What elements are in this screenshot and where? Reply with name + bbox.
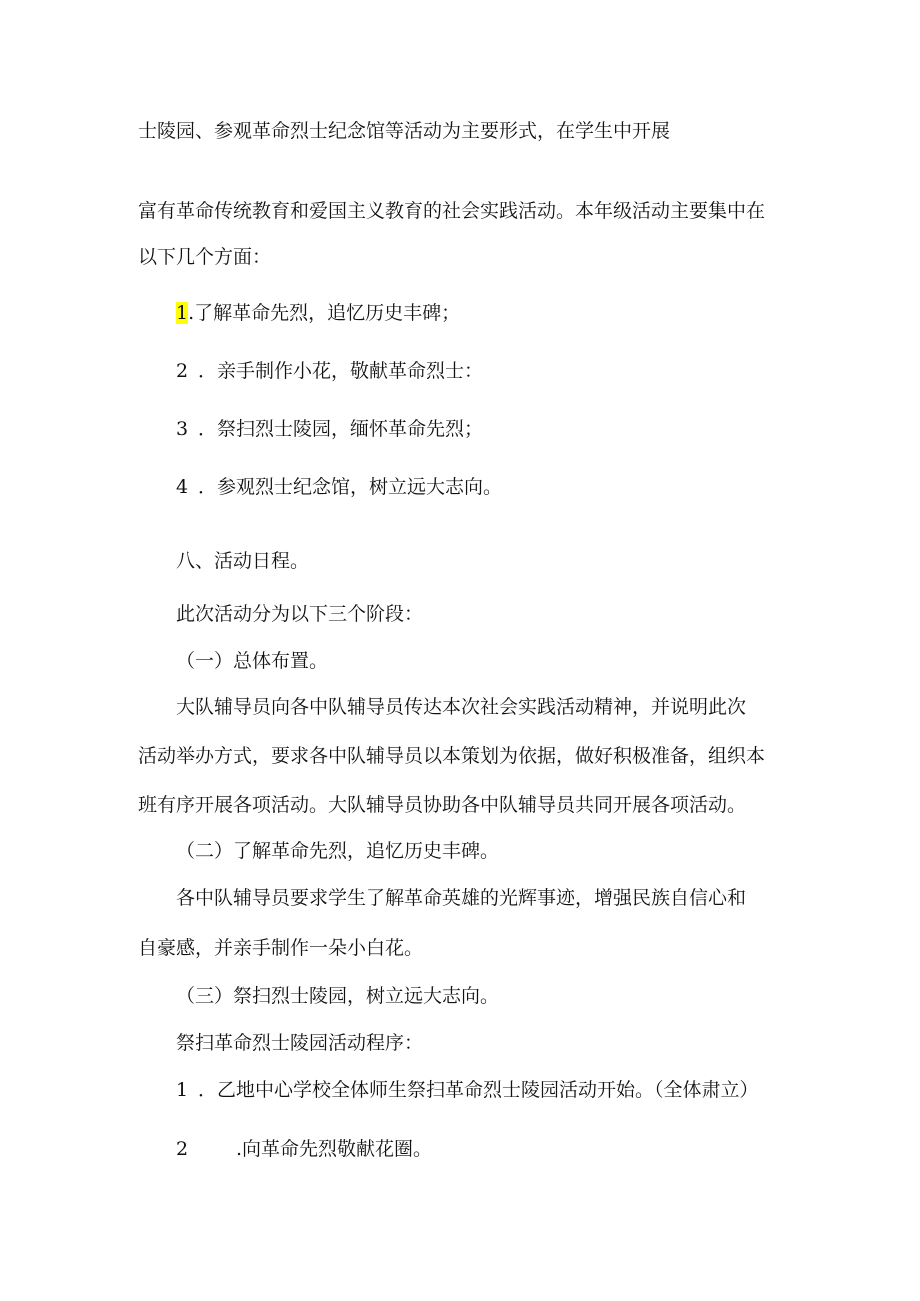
paragraph-line: 富有革命传统教育和爱国主义教育的社会实践活动。本年级活动主要集中在 — [138, 200, 766, 222]
list-item — [176, 300, 836, 326]
list-number: 3 — [176, 418, 189, 440]
list-item — [176, 416, 836, 442]
paragraph-line: 班有序开展各项活动。大队辅导员协助各中队辅导员共同开展各项活动。 — [138, 794, 747, 816]
list-item-text: ．乙地中心学校全体师生祭扫革命烈士陵园活动开始。（全体肃立） — [198, 1079, 759, 1101]
paragraph-line: 以下几个方面： — [138, 246, 272, 268]
list-item — [176, 1136, 836, 1162]
list-item — [176, 1077, 836, 1103]
list-item-text: ．亲手制作小花，敬献革命烈士： — [198, 360, 484, 382]
list-number: 1 — [176, 1079, 189, 1101]
list-number-highlighted: 1 — [176, 302, 189, 324]
list-item — [176, 358, 836, 384]
paragraph-line: 大队辅导员向各中队辅导员传达本次社会实践活动精神，并说明此次 — [176, 696, 747, 718]
subsection-title: （一）总体布置。 — [176, 650, 329, 672]
list-item-text: ．祭扫烈士陵园，缅怀革命先烈； — [198, 418, 484, 440]
section-heading: 八、活动日程。 — [176, 550, 310, 572]
paragraph-line: 活动举办方式，要求各中队辅导员以本策划为依据，做好积极准备，组织本 — [138, 745, 766, 767]
paragraph-line: 此次活动分为以下三个阶段： — [176, 603, 424, 625]
list-item-text: .了解革命先烈，追忆历史丰碑； — [188, 302, 461, 324]
list-item-text: ．参观烈士纪念馆，树立远大志向。 — [198, 476, 503, 498]
list-number: 2 — [176, 1138, 189, 1160]
list-number: 2 — [176, 360, 189, 382]
paragraph-line: 士陵园、参观革命烈士纪念馆等活动为主要形式，在学生中开展 — [138, 120, 671, 142]
subsection-title: （三）祭扫烈士陵园，树立远大志向。 — [176, 985, 500, 1007]
paragraph-line: 自豪感，并亲手制作一朵小白花。 — [138, 937, 424, 959]
list-item — [176, 474, 836, 500]
list-number: 4 — [176, 476, 189, 498]
subsection-title: （二）了解革命先烈，追忆历史丰碑。 — [176, 840, 500, 862]
list-item-text: .向革命先烈敬献花圈。 — [236, 1138, 433, 1160]
paragraph-line: 各中队辅导员要求学生了解革命英雄的光辉事迹，增强民族自信心和 — [176, 887, 747, 909]
paragraph-line: 祭扫革命烈士陵园活动程序： — [176, 1032, 424, 1054]
